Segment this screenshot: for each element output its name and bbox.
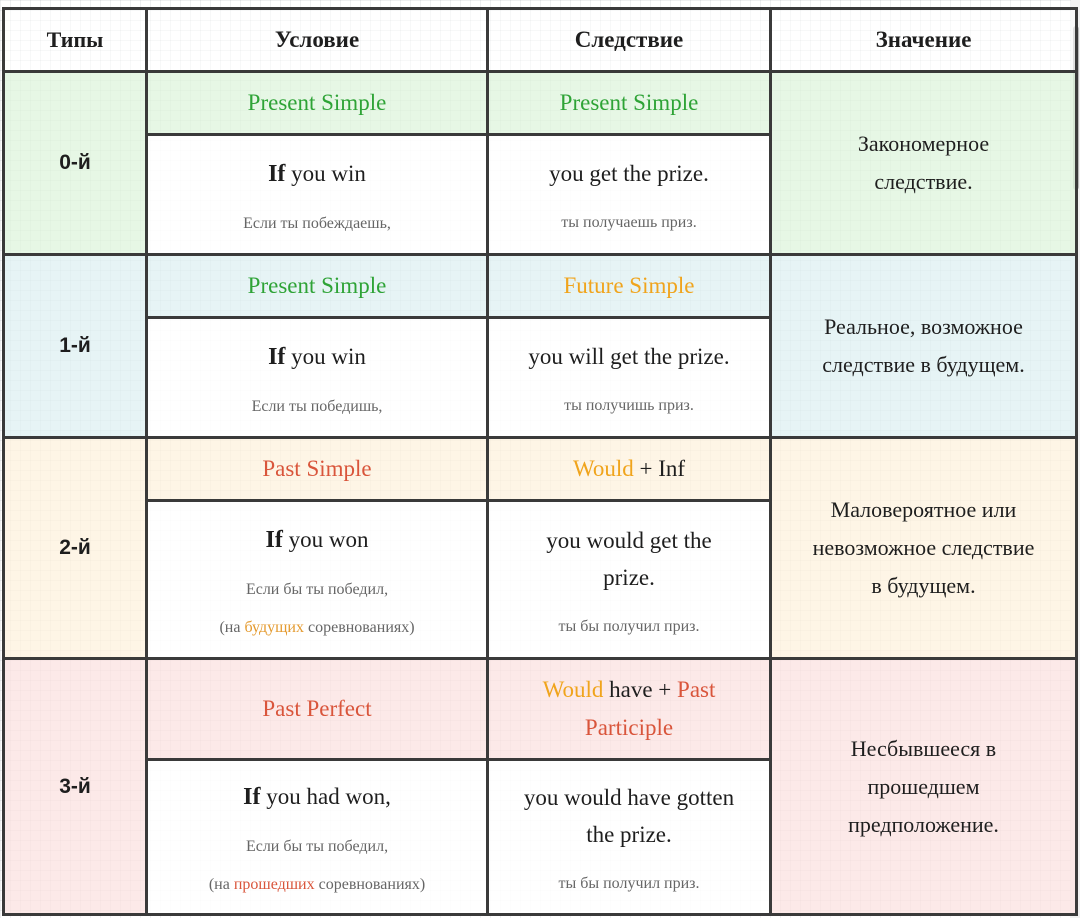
type-3-meaning bbox=[771, 659, 1077, 915]
type-0-condition-tense: Present Simple bbox=[147, 72, 488, 135]
note-prefix: (на bbox=[219, 618, 245, 636]
if-keyword: If bbox=[265, 526, 283, 553]
header-row bbox=[4, 9, 1077, 72]
note-highlight: будущих bbox=[244, 618, 304, 636]
type-3-result-example bbox=[488, 760, 771, 915]
type-0-result-tense: Present Simple bbox=[488, 72, 771, 135]
type-3-meaning-line-3: предположение. bbox=[848, 811, 999, 837]
note-suffix: соревнованиях) bbox=[303, 618, 415, 636]
type-3-result-en-line-1: you would have gotten bbox=[523, 785, 735, 810]
header-result: Следствие bbox=[488, 9, 771, 72]
if-keyword: If bbox=[268, 343, 286, 370]
type-1-meaning-line-1: Реальное, возможное bbox=[824, 314, 1023, 339]
type-2-meaning-line-2: невозможное следствие bbox=[812, 535, 1035, 560]
row-type-2-tenses bbox=[4, 438, 1077, 501]
type-0-result-ru: ты получаешь приз. bbox=[561, 214, 697, 231]
type-3-label: 3-й bbox=[4, 659, 147, 915]
type-2-condition-en bbox=[162, 521, 472, 559]
plus-inf: + Inf bbox=[633, 456, 686, 481]
row-type-1-tenses bbox=[4, 255, 1077, 318]
header-condition: Условие bbox=[147, 9, 488, 72]
type-2-result-en-line-1: you would get the bbox=[546, 527, 712, 553]
type-2-meaning bbox=[771, 438, 1077, 659]
past-keyword: Past bbox=[677, 677, 716, 702]
type-3-condition-text: you had won, bbox=[260, 784, 391, 809]
type-0-meaning-line-1: Закономерное bbox=[857, 131, 990, 156]
type-3-condition-example bbox=[147, 760, 488, 915]
would-keyword: Would bbox=[542, 677, 604, 702]
type-2-condition-ru: Если бы ты победил, bbox=[245, 580, 389, 598]
would-keyword: Would bbox=[572, 456, 634, 481]
type-3-meaning-line-2: прошедшем bbox=[867, 773, 980, 799]
note-prefix: (на bbox=[208, 876, 234, 893]
if-keyword: If bbox=[243, 784, 261, 810]
type-0-condition-ru: Если ты побеждаешь, bbox=[243, 214, 391, 232]
row-type-3-tenses bbox=[4, 659, 1077, 760]
header-meaning: Значение bbox=[771, 9, 1077, 72]
type-0-condition-en bbox=[162, 155, 472, 193]
type-1-condition-ru: Если ты победишь, bbox=[251, 397, 383, 415]
type-2-result-ru: ты бы получил приз. bbox=[558, 617, 700, 635]
row-type-0-tenses bbox=[4, 72, 1077, 135]
type-2-label: 2-й bbox=[4, 438, 147, 659]
have-plus: have + bbox=[603, 677, 678, 702]
type-3-meaning-line-1: Несбывшееся в bbox=[850, 735, 997, 761]
type-2-condition-text: you won bbox=[282, 526, 369, 552]
type-2-condition-note bbox=[162, 617, 472, 639]
type-0-condition-example bbox=[147, 135, 488, 255]
type-3-condition-tense: Past Perfect bbox=[147, 659, 488, 760]
header-types: Типы bbox=[4, 9, 147, 72]
type-1-meaning bbox=[771, 255, 1077, 438]
type-1-condition-en bbox=[162, 338, 472, 376]
type-3-result-ru: ты бы получил приз. bbox=[558, 875, 700, 892]
type-3-condition-ru: Если бы ты победил, bbox=[245, 838, 389, 855]
type-1-result-ru: ты получишь приз. bbox=[564, 397, 694, 414]
if-keyword: If bbox=[268, 160, 286, 187]
type-1-result-en: you will get the prize. bbox=[528, 344, 730, 369]
type-3-result-en-line-2: the prize. bbox=[586, 822, 672, 847]
type-2-meaning-line-1: Маловероятное или bbox=[830, 497, 1017, 522]
note-suffix: соревнованиях) bbox=[314, 876, 426, 893]
type-3-condition-note bbox=[162, 874, 472, 896]
type-1-meaning-line-2: следствие в будущем. bbox=[822, 352, 1025, 377]
type-0-condition-text: you win bbox=[285, 160, 366, 186]
type-1-condition-tense: Present Simple bbox=[147, 255, 488, 318]
type-1-result-tense: Future Simple bbox=[488, 255, 771, 318]
type-0-meaning bbox=[771, 72, 1077, 255]
type-2-condition-example bbox=[147, 501, 488, 659]
note-highlight: прошедших bbox=[233, 876, 315, 893]
type-1-condition-text: you win bbox=[285, 343, 366, 369]
type-1-condition-example bbox=[147, 318, 488, 438]
type-1-label: 1-й bbox=[4, 255, 147, 438]
type-2-result-tense bbox=[488, 438, 771, 501]
type-0-result-en: you get the prize. bbox=[549, 161, 709, 186]
type-2-result-example bbox=[488, 501, 771, 659]
participle-keyword: Participle bbox=[584, 715, 674, 740]
conditionals-table bbox=[2, 7, 1078, 916]
type-2-result-en-line-2: prize. bbox=[603, 564, 655, 590]
type-3-condition-en bbox=[162, 778, 472, 816]
type-0-meaning-line-2: следствие. bbox=[874, 169, 973, 194]
type-2-condition-tense: Past Simple bbox=[147, 438, 488, 501]
type-0-result-example bbox=[488, 135, 771, 255]
type-3-result-tense bbox=[488, 659, 771, 760]
type-1-result-example bbox=[488, 318, 771, 438]
type-2-meaning-line-3: в будущем. bbox=[871, 573, 976, 598]
type-0-label: 0-й bbox=[4, 72, 147, 255]
